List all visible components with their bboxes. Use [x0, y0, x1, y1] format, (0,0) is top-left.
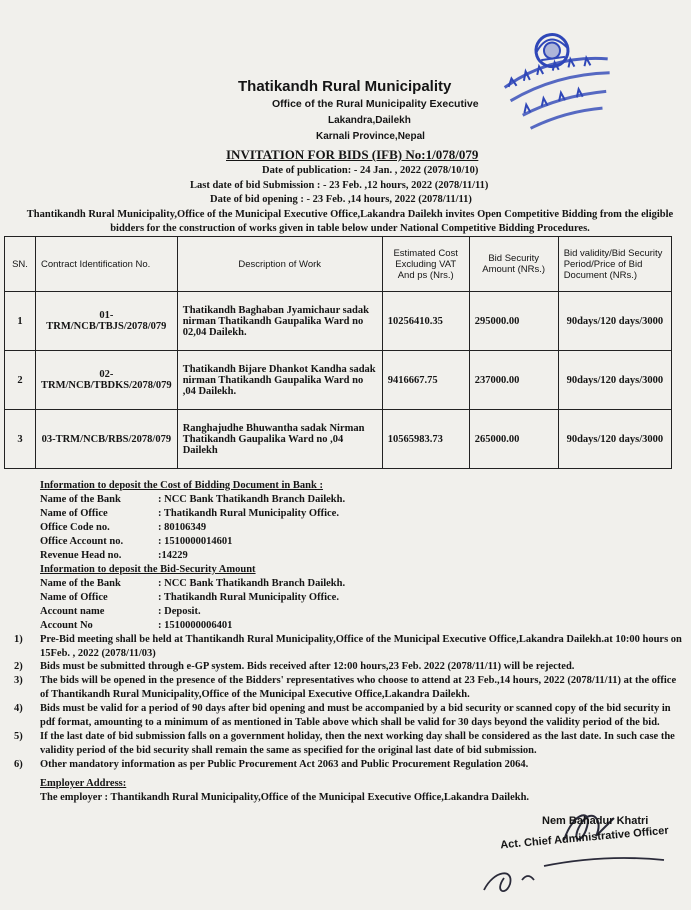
- table-header-row: [5, 237, 672, 292]
- cell-description: Thatikandh Baghaban Jyamichaur sadak nirman Thatikandh Gaupalika Ward no 02,04 Dailekh.: [177, 292, 382, 351]
- bank-security-title: Information to deposit the Bid-Security Amount: [40, 564, 256, 575]
- table-row: [5, 351, 672, 410]
- cell-contract-id: 03-TRM/NCB/RBS/2078/079: [36, 410, 178, 469]
- info-label: Office Code no.: [40, 522, 110, 533]
- cell-sn: 2: [5, 351, 36, 410]
- col-header-sn: SN.: [5, 237, 36, 292]
- cell-validity: 90days/120 days/3000: [558, 351, 671, 410]
- info-label: Account No: [40, 620, 93, 631]
- cell-estimated-cost: 10565983.73: [382, 410, 469, 469]
- cell-sn: 1: [5, 292, 36, 351]
- notice-title: INVITATION FOR BIDS (IFB) No:1/078/079: [226, 147, 479, 162]
- col-header-validity: Bid validity/Bid Security Period/Price of Bid Document (NRs.): [558, 237, 671, 292]
- cell-validity: 90days/120 days/3000: [558, 292, 671, 351]
- bids-table: [4, 236, 672, 469]
- info-value: : Thatikandh Rural Municipality Office.: [158, 508, 339, 519]
- info-value: : NCC Bank Thatikandh Branch Dailekh.: [158, 578, 346, 589]
- cell-contract-id: 01-TRM/NCB/TBJS/2078/079: [36, 292, 178, 351]
- note-text: The bids will be opened in the presence of the Bidders' representatives who choose to attend at 23 Feb.,14 hours, 2022 (2078/11/11) at the office of Thantikandh Rural Municipality,Office of the Municipal Executive Office,Lakandra Dailekh.: [40, 675, 677, 700]
- cell-estimated-cost: 10256410.35: [382, 292, 469, 351]
- cell-sn: 3: [5, 410, 36, 469]
- note-number: 1): [14, 634, 23, 645]
- office-name: Office of the Rural Municipality Executive: [272, 98, 479, 110]
- info-label: Name of Office: [40, 508, 108, 519]
- col-header-bid-security: Bid Security Amount (NRs.): [469, 237, 558, 292]
- cell-description: Thatikandh Bijare Dhankot Kandha sadak nirman Thatikandh Gaupalika Ward no ,04 Dailekh.: [177, 351, 382, 410]
- bank-cost-title: Information to deposit the Cost of Bidding Document in Bank :: [40, 480, 323, 491]
- note-text: Pre-Bid meeting shall be held at Thantikandh Rural Municipality,Office of the Municipal Executive Office,Lakandra Dailekh.at 10:00 hours on 15Feb. , 2022 (2078/11/03): [40, 634, 682, 659]
- intro-paragraph: Thantikandh Rural Municipality,Office of the Municipal Executive Office,Lakandra Dailekh invites Open Competitive Bidding from the eligible bidders for the construction of works given in table below under National Competitive Bidding Procedures.: [26, 209, 674, 234]
- cell-description: Ranghajudhe Bhuwantha sadak Nirman Thatikandh Gaupalika Ward no ,04 Dailekh: [177, 410, 382, 469]
- cell-validity: 90days/120 days/3000: [558, 410, 671, 469]
- note-text: If the last date of bid submission falls on a government holiday, then the next working day shall be considered as the last date. In such case the validity period of the bid security shall remain the same as specified for the original last date of bid submission.: [40, 731, 675, 756]
- info-label: Name of Office: [40, 592, 108, 603]
- note-text: Bids must be valid for a period of 90 days after bid opening and must be accompanied by a bid security or scanned copy of the bid security in pdf format, amounting to a minimum of as mentioned in Table above which shall be valid for 30 days beyond the validity period of the bid.: [40, 703, 671, 728]
- opening-date: Date of bid opening : - 23 Feb. ,14 hours, 2022 (2078/11/11): [210, 194, 472, 205]
- cell-bid-security: 237000.00: [469, 351, 558, 410]
- info-value: :14229: [158, 550, 188, 561]
- cell-estimated-cost: 9416667.75: [382, 351, 469, 410]
- municipality-seal-stamp: [498, 18, 618, 140]
- note-number: 6): [14, 759, 23, 770]
- col-header-estimated-cost: Estimated Cost Excluding VAT And ps (Nrs.): [382, 237, 469, 292]
- office-location: Lakandra,Dailekh: [328, 115, 411, 126]
- info-label: Revenue Head no.: [40, 550, 122, 561]
- note-text: Bids must be submitted through e-GP system. Bids received after 12:00 hours,23 Feb. 2022 (2078/11/11) will be rejected.: [40, 661, 575, 672]
- info-label: Name of the Bank: [40, 578, 121, 589]
- info-label: Account name: [40, 606, 105, 617]
- submission-deadline: Last date of bid Submission : - 23 Feb. ,12 hours, 2022 (2078/11/11): [190, 180, 489, 191]
- province-name: Karnali Province,Nepal: [316, 131, 425, 142]
- note-text: Other mandatory information as per Public Procurement Act 2063 and Public Procurement Regulation 2064.: [40, 759, 529, 770]
- info-label: Name of the Bank: [40, 494, 121, 505]
- municipality-name: Thatikandh Rural Municipality: [238, 78, 452, 95]
- signatory-name: Nem Bahadur Khatri: [542, 815, 649, 827]
- cell-contract-id: 02-TRM/NCB/TBDKS/2078/079: [36, 351, 178, 410]
- employer-address-title: Employer Address:: [40, 778, 127, 789]
- cell-bid-security: 295000.00: [469, 292, 558, 351]
- publication-date: Date of publication: - 24 Jan. , 2022 (2078/10/10): [262, 165, 479, 176]
- info-value: : 1510000006401: [158, 620, 233, 631]
- info-value: : Thatikandh Rural Municipality Office.: [158, 592, 339, 603]
- cell-bid-security: 265000.00: [469, 410, 558, 469]
- info-value: : Deposit.: [158, 606, 201, 617]
- table-row: [5, 292, 672, 351]
- info-label: Office Account no.: [40, 536, 124, 547]
- info-value: : NCC Bank Thatikandh Branch Dailekh.: [158, 494, 346, 505]
- note-number: 3): [14, 675, 23, 686]
- employer-line: The employer : Thantikandh Rural Municipality,Office of the Municipal Executive Office,Lakandra Dailekh.: [40, 792, 530, 803]
- note-number: 4): [14, 703, 23, 714]
- note-number: 5): [14, 731, 23, 742]
- signatory-title: Act. Chief Administrative Officer: [499, 824, 670, 852]
- info-value: : 1510000014601: [158, 536, 233, 547]
- col-header-contract-id: Contract Identification No.: [36, 237, 178, 292]
- table-row: [5, 410, 672, 469]
- col-header-description: Description of Work: [177, 237, 382, 292]
- info-value: : 80106349: [158, 522, 207, 533]
- note-number: 2): [14, 661, 23, 672]
